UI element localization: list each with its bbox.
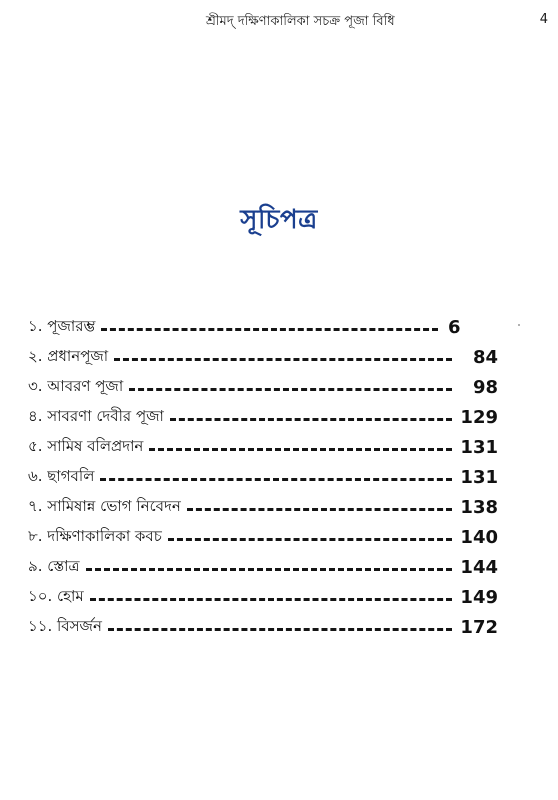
toc-entry-label: ৯. স্তোত্র (28, 556, 80, 575)
toc-entry-label: ১০. হোম (28, 586, 84, 605)
dot-leader (170, 418, 452, 421)
toc-entry-label: ৩. আবরণ পূজা (28, 376, 124, 395)
toc-entry-label: ২. প্রধানপূজা (28, 346, 109, 365)
toc-row (28, 552, 498, 582)
toc-entry-label: ১. পূজারম্ভ (28, 316, 96, 335)
toc-heading: সূচিপত্র (240, 205, 318, 235)
dot-leader (100, 478, 452, 481)
dot-leader (101, 328, 438, 331)
toc-row (28, 372, 498, 402)
dot-leader (149, 448, 452, 451)
toc-entry-page: 140 (460, 526, 498, 548)
toc-row (28, 402, 498, 432)
toc-row (28, 342, 498, 372)
toc-row (28, 462, 498, 492)
toc-entry-page: 149 (460, 586, 498, 608)
dot-leader (86, 568, 452, 571)
toc-row (28, 432, 498, 462)
dot-leader (187, 508, 452, 511)
dot-leader (90, 598, 452, 601)
dot-leader (129, 388, 452, 391)
toc-entry-page: 98 (472, 376, 498, 398)
toc-entry-label: ৭. সামিষান্ন ভোগ নিবেদন (28, 496, 181, 515)
toc-row (28, 582, 498, 612)
toc-entry-page: 84 (472, 346, 498, 368)
toc-entry-label: ৬. ছাগবলি (28, 466, 95, 485)
dot-leader (108, 628, 452, 631)
toc-entry-label: ৫. সামিষ বলিপ্রদান (28, 436, 144, 455)
table-of-contents (28, 312, 498, 642)
toc-entry-page: 131 (460, 466, 498, 488)
toc-entry-page: 131 (460, 436, 498, 458)
toc-entry-page: 6 (448, 316, 461, 338)
toc-row (28, 492, 498, 522)
dot-leader (168, 538, 452, 541)
toc-row (28, 312, 498, 342)
scan-speck (518, 324, 520, 326)
running-header (0, 4, 558, 38)
running-title: শ্রীমদ্ দক্ষিণাকালিকা সচক্র পূজা বিধি (206, 14, 395, 29)
page-number: 4 (539, 12, 548, 27)
toc-entry-page: 144 (460, 556, 498, 578)
toc-row (28, 522, 498, 552)
dot-leader (114, 358, 452, 361)
toc-entry-page: 172 (460, 616, 498, 638)
toc-entry-label: ৮. দক্ষিণাকালিকা কবচ (28, 526, 162, 545)
toc-entry-label: ১১. বিসর্জন (28, 616, 102, 635)
toc-entry-label: ৪. সাবরণা দেবীর পূজা (28, 406, 164, 425)
toc-entry-page: 138 (460, 496, 498, 518)
toc-entry-page: 129 (460, 406, 498, 428)
toc-row (28, 612, 498, 642)
